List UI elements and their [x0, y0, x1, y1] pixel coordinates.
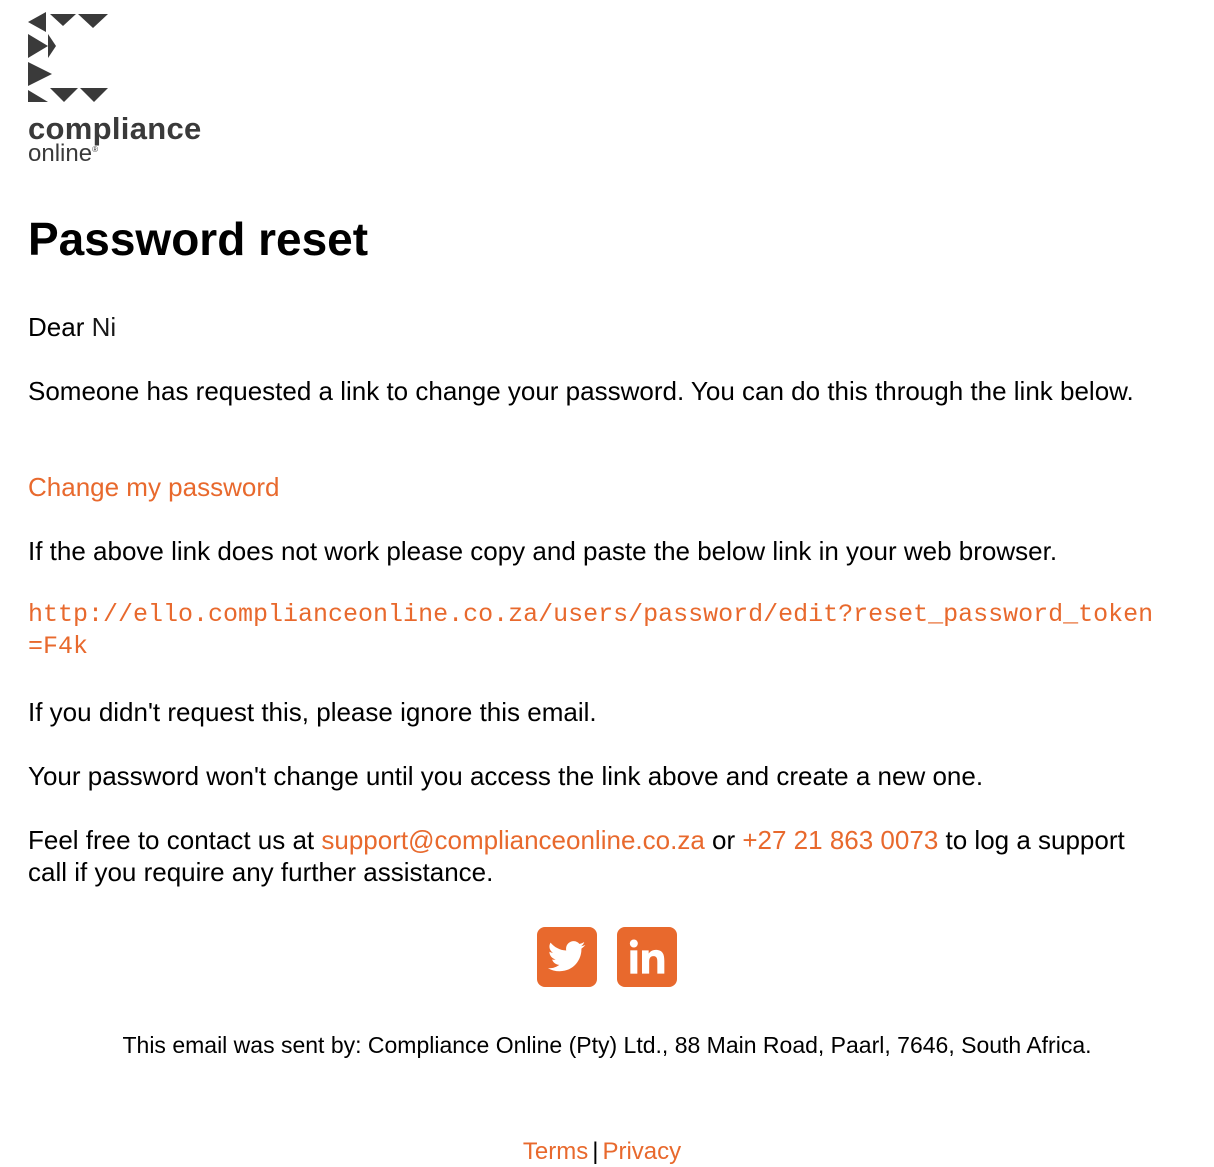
logo-wordmark-online: online®: [28, 140, 98, 167]
recipient-name: Ni: [91, 312, 117, 342]
brand-logo: [28, 12, 228, 167]
linkedin-button[interactable]: [617, 927, 677, 987]
change-password-link[interactable]: Change my password: [28, 472, 280, 502]
footer-links: [0, 1137, 1204, 1167]
ignore-note: If you didn't request this, please ignore this email.: [28, 697, 597, 727]
registered-mark: ®: [92, 145, 98, 154]
sent-by-notice: This email was sent by: Compliance Online (Pty) Ltd., 88 Main Road, Paarl, 7646, South Africa.: [122, 1032, 1092, 1058]
privacy-link[interactable]: Privacy: [602, 1138, 682, 1165]
support-email-link[interactable]: support@complianceonline.co.za: [321, 825, 705, 855]
change-password-paragraph: [28, 471, 1158, 503]
greeting: Dear Ni: [28, 312, 117, 342]
reset-url-paragraph: [28, 599, 1158, 663]
footer-separator: |: [592, 1138, 599, 1165]
linkedin-icon: [627, 937, 667, 977]
twitter-button[interactable]: [537, 927, 597, 987]
reset-url-link[interactable]: http://ello.complianceonline.co.za/users/password/edit?reset_password_token=F4k: [28, 600, 1154, 661]
logo-wordmark-compliance: compliance: [28, 111, 202, 146]
email-title: Password reset: [28, 213, 369, 265]
unchanged-note: Your password won't change until you access the link above and create a new one.: [28, 761, 984, 791]
terms-link[interactable]: Terms: [522, 1138, 589, 1165]
twitter-icon: [548, 941, 586, 973]
support-phone-link[interactable]: +27 21 863 0073: [742, 825, 939, 855]
fallback-instruction: If the above link does not work please copy and paste the below link in your web browser.: [28, 536, 1058, 566]
compliance-online-logo-icon: [28, 12, 112, 104]
contact-paragraph: Feel free to contact us at support@complianceonline.co.za or +27 21 863 0073 to log a support call if you require any further assistance.: [28, 825, 1125, 887]
social-links: [537, 927, 677, 987]
intro-text: Someone has requested a link to change your password. You can do this through the link below.: [28, 376, 1134, 406]
